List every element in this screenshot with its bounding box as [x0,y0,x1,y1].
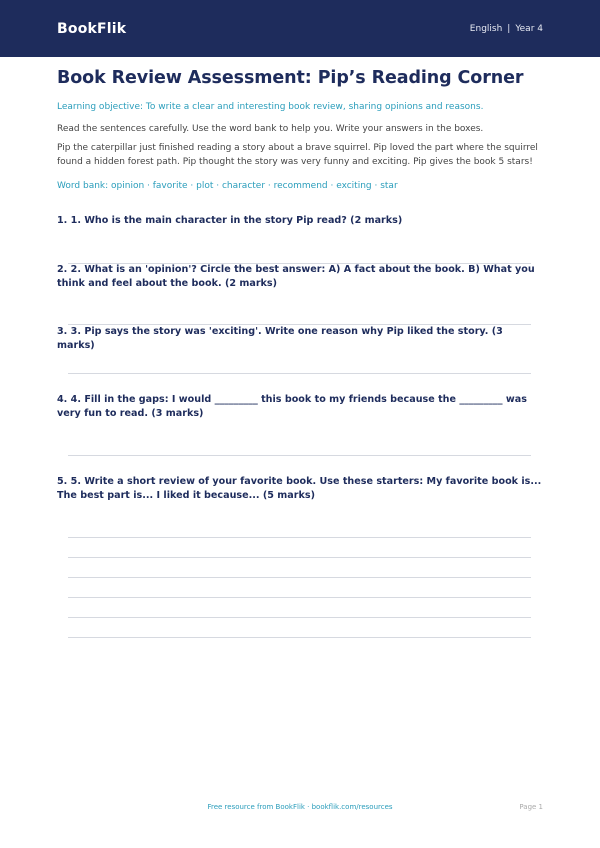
answer-line[interactable] [68,373,531,374]
page-number: Page 1 [519,803,543,811]
question-4: 4. 4. Fill in the gaps: I would _________ this book to my friends because the _________ was very fun to read. (3 marks) [57,394,527,419]
answer-line[interactable] [68,617,531,618]
word-bank: Word bank: opinion · favorite · plot · character · recommend · exciting · star [57,181,398,191]
question-3: 3. 3. Pip says the story was 'exciting'. Write one reason why Pip liked the story. (3 marks) [57,326,503,351]
footer-source-link[interactable]: Free resource from BookFlik · bookflik.com/resources [207,803,393,811]
reading-passage: Pip the caterpillar just finished reading a story about a brave squirrel. Pip loved the part where the squirrel found a hidden forest path. Pip thought the story was very funny and exciting. Pip gives the book 5 stars! [57,143,538,167]
learning-objective: Learning objective: To write a clear and interesting book review, sharing opinions and reasons. [57,102,484,112]
answer-line[interactable] [68,637,531,638]
brand-logo: BookFlik [57,20,127,37]
question-2: 2. 2. What is an 'opinion'? Circle the best answer: A) A fact about the book. B) What you think and feel about the book. (2 marks) [57,264,535,289]
question-5: 5. 5. Write a short review of your favorite book. Use these starters: My favorite book is... The best part is... I liked it because... (5 marks) [57,476,542,501]
year-label: Year 4 [515,23,543,34]
answer-line[interactable] [68,537,531,538]
footer [0,803,600,815]
answer-line[interactable] [68,597,531,598]
answer-line[interactable] [68,557,531,558]
subject-label: English [469,23,503,34]
page-title: Book Review Assessment: Pip’s Reading Corner [57,68,524,88]
instructions: Read the sentences carefully. Use the word bank to help you. Write your answers in the boxes. [57,124,484,134]
answer-line[interactable] [68,455,531,456]
answer-line[interactable] [68,577,531,578]
question-1: 1. 1. Who is the main character in the story Pip read? (2 marks) [57,215,403,226]
meta-separator: | [507,23,511,34]
header-meta [470,24,543,34]
worksheet-intro [57,64,543,192]
header-bar [0,0,600,57]
